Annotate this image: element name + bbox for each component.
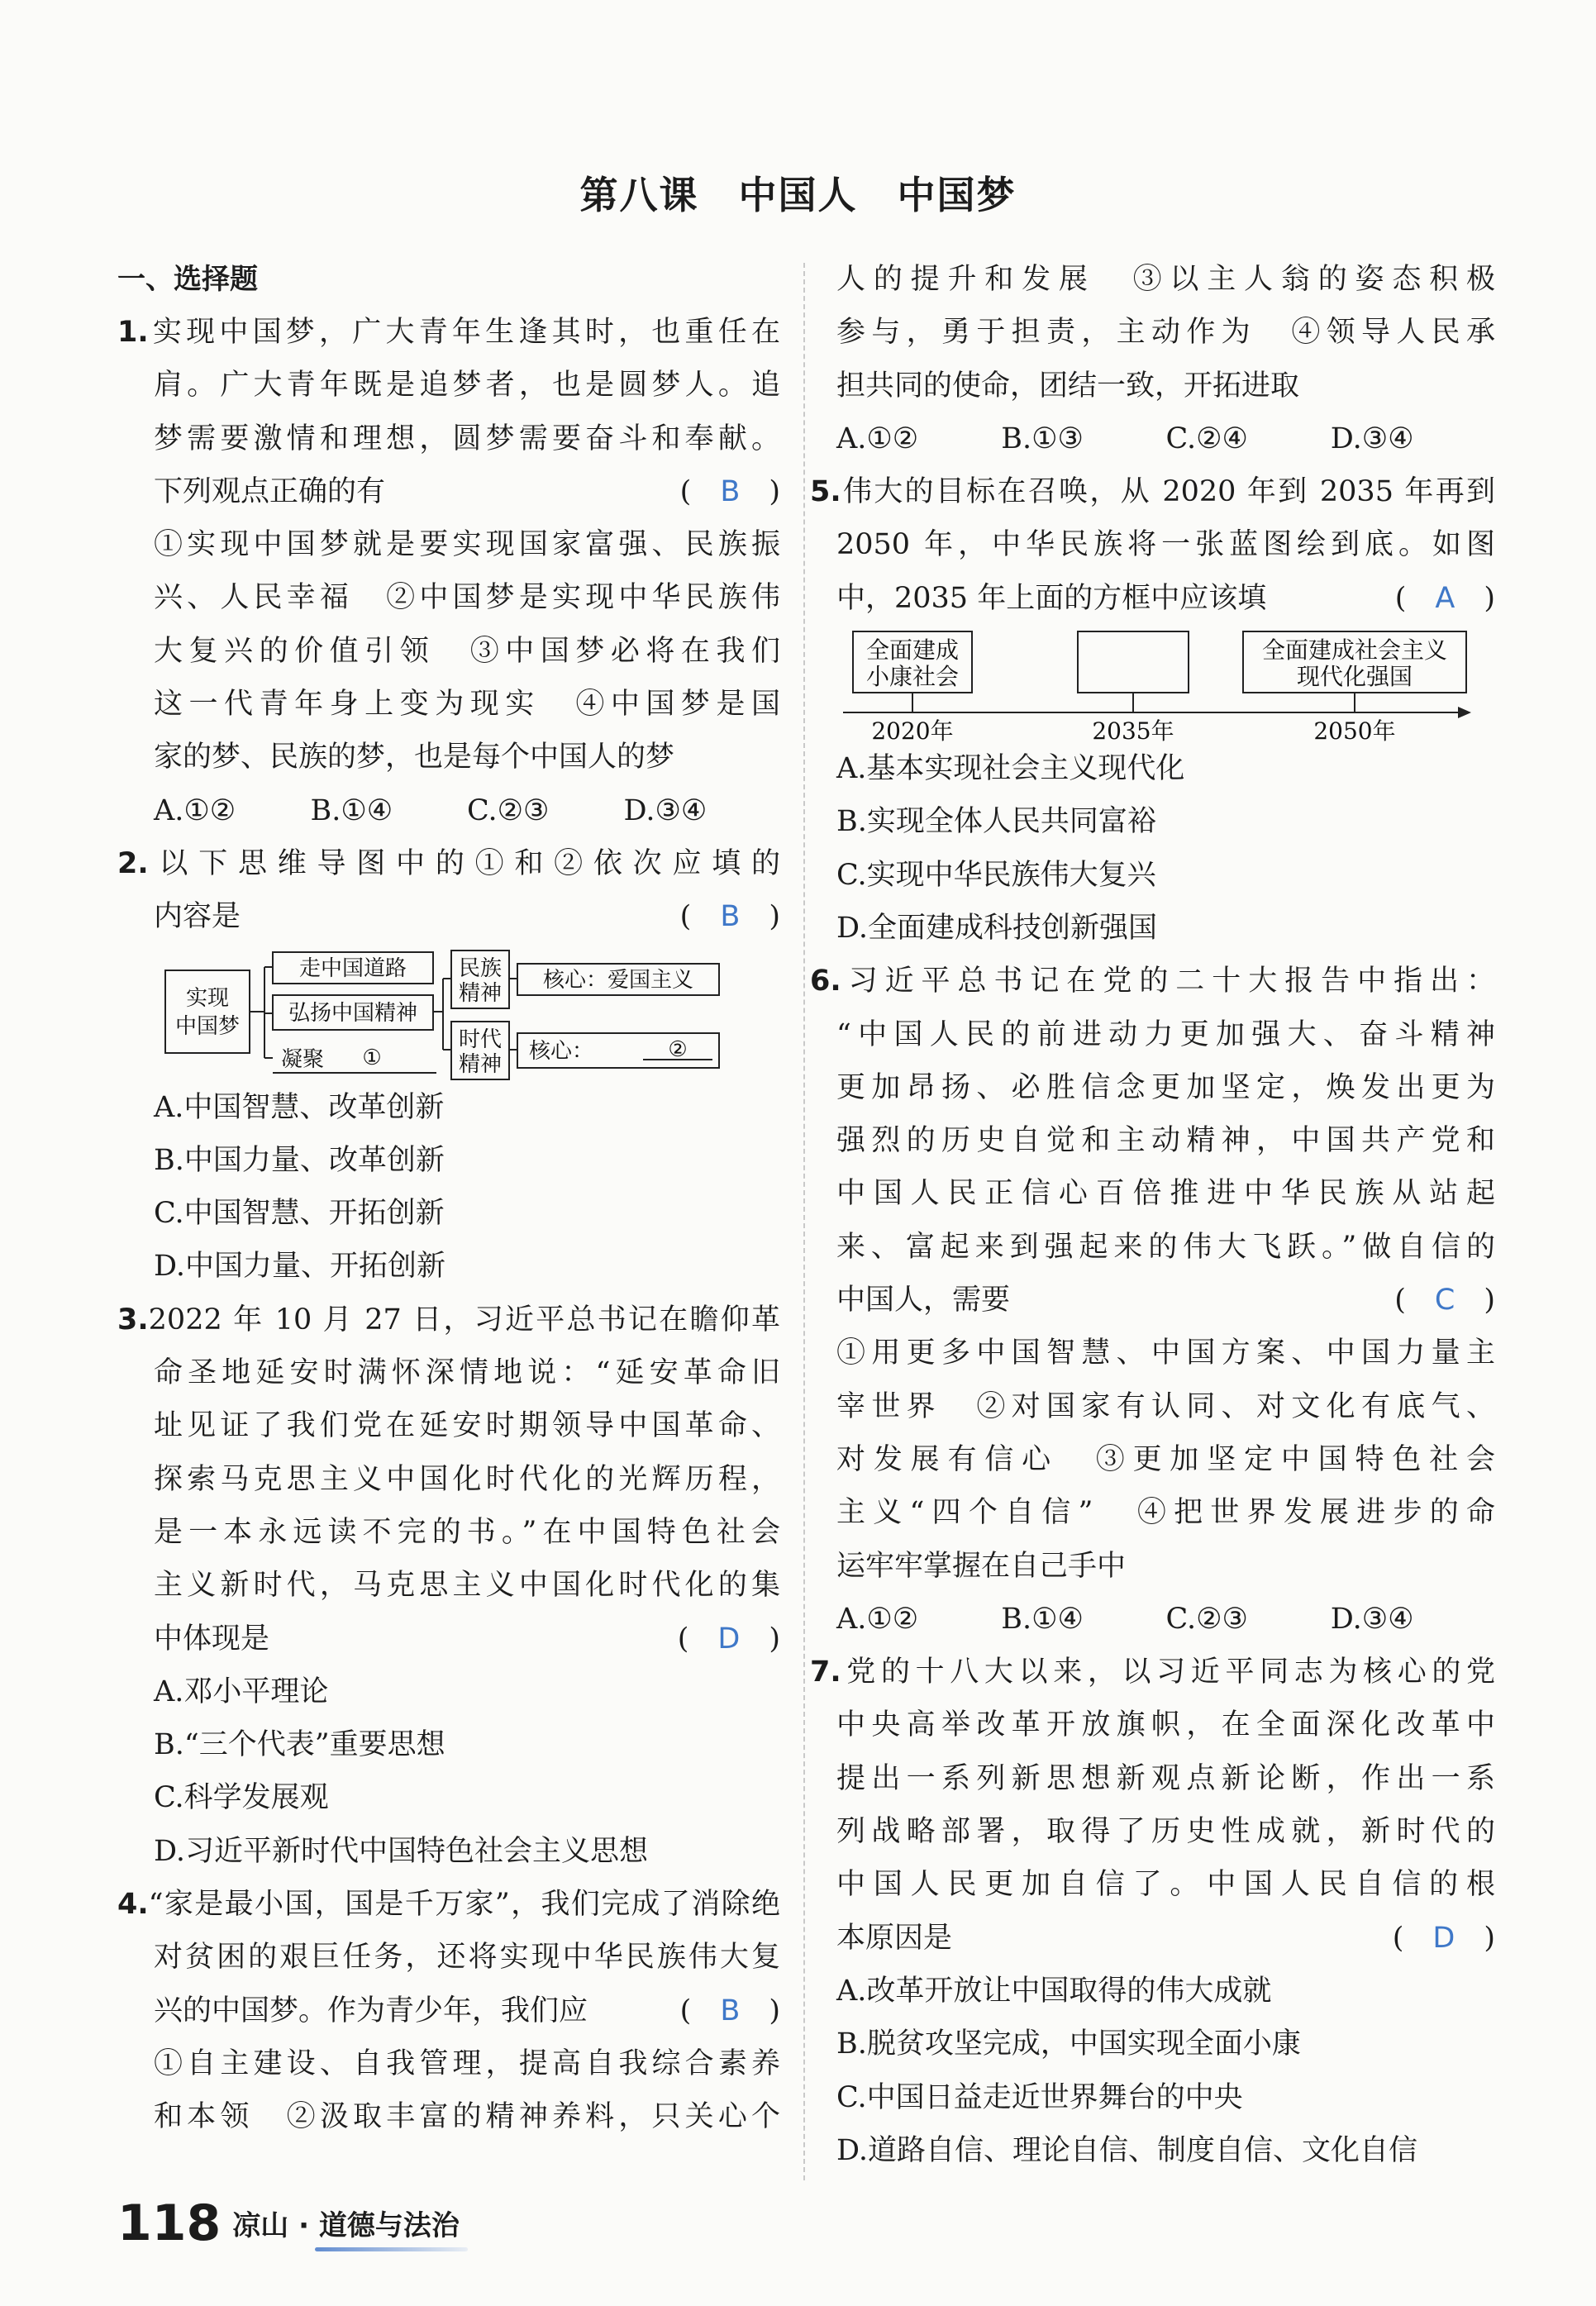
answer-letter: C — [1434, 1284, 1455, 1317]
answer-bracket: ( D ) — [677, 1622, 780, 1656]
item-text: 运牢牢掌握在自己手中 — [836, 1549, 1127, 1583]
answer-letter: B — [720, 1994, 741, 2027]
spirit-label-3: 时代 — [458, 1027, 503, 1052]
item-text: 参与，勇于担责，主动作为 ④领导人民承 — [836, 316, 1495, 350]
option-a: A.基本实现社会主义现代化 — [836, 752, 1185, 786]
option-c: C.实现中华民族伟大复兴 — [836, 858, 1156, 892]
question-number: 3. — [117, 1303, 149, 1336]
question-6 — [810, 955, 1495, 1646]
question-number: 2. — [117, 846, 149, 880]
box3-line1: 全面建成社会主义 — [1261, 636, 1448, 665]
item-text: 和本领 ②汲取丰富的精神养料，只关心个 — [154, 2100, 780, 2134]
answer-bracket: ( B ) — [679, 900, 780, 934]
mind-map-diagram — [164, 944, 780, 1081]
answer-letter: B — [720, 900, 741, 934]
question-text: 探索马克思主义中国化时代化的光辉历程， — [154, 1462, 780, 1496]
option-c: C.②③ — [467, 793, 550, 827]
footer-text — [232, 2203, 460, 2248]
options-row — [117, 784, 780, 837]
page-number: 118 — [117, 2194, 222, 2252]
item-text: 大复兴的价值引领 ③中国梦必将在我们 — [154, 634, 780, 668]
option-c: C.②④ — [1165, 422, 1248, 455]
item-text: 家的梦、民族的梦，也是每个中国人的梦 — [154, 741, 675, 774]
option-b: B.“三个代表”重要思想 — [154, 1728, 445, 1762]
option-a: A.①② — [836, 422, 919, 455]
options-row — [836, 412, 1495, 465]
item-text: ①实现中国梦就是要实现国家富强、民族振 — [154, 528, 780, 562]
item-text: 主义“四个自信” ④把世界发展进步的命 — [836, 1496, 1495, 1530]
year-2035: 2035年 — [1092, 717, 1174, 743]
item-text: ①自主建设、自我管理，提高自我综合素养 — [154, 2046, 780, 2080]
question-3 — [117, 1294, 780, 1878]
item-text: 对发展有信心 ③更加坚定中国特色社会 — [836, 1442, 1495, 1476]
spirit-label-2: 精神 — [458, 980, 503, 1006]
question-text: 是一本永远读不完的书。”在中国特色社会 — [154, 1515, 780, 1549]
item-text: 宰世界 ②对国家有认同、对文化有底气、 — [836, 1389, 1495, 1423]
answer-bracket: ( B ) — [679, 474, 780, 508]
option-d: D.中国力量、开拓创新 — [154, 1250, 445, 1284]
option-d: D.习近平新时代中国特色社会主义思想 — [154, 1834, 648, 1868]
option-b: B.①④ — [1001, 1602, 1084, 1636]
question-text: “家是最小国，国是千万家”，我们完成了消除绝 — [148, 1888, 780, 1922]
timeline-diagram — [843, 625, 1495, 742]
option-d: D.③④ — [1330, 1602, 1414, 1636]
question-text: 址见证了我们党在延安时期领导中国革命、 — [154, 1409, 780, 1443]
left-column — [117, 253, 780, 2144]
core-label-1: 核心：爱国主义 — [542, 967, 694, 993]
option-a: A.邓小平理论 — [154, 1675, 329, 1708]
footer-underline — [315, 2247, 468, 2251]
root-box — [165, 970, 250, 1053]
spirit-label-1: 民族 — [458, 955, 503, 981]
option-a: A.中国智慧、改革创新 — [154, 1090, 445, 1124]
answer-bracket: ( D ) — [1392, 1921, 1495, 1955]
year-2020: 2020年 — [871, 717, 954, 743]
question-text: 列战略部署，取得了历史性成就，新时代的 — [836, 1815, 1495, 1849]
item-text: 担共同的使命，团结一致，开拓进取 — [836, 369, 1300, 403]
question-text: 主义新时代，马克思主义中国化时代化的集 — [154, 1569, 780, 1603]
blank-1: ① — [362, 1045, 382, 1070]
answer-bracket: ( C ) — [1394, 1284, 1495, 1317]
question-number: 4. — [117, 1888, 149, 1922]
option-b: B.①③ — [1001, 422, 1084, 455]
branch-label-2: 弘扬中国精神 — [288, 1000, 418, 1026]
question-text: 实现中国梦，广大青年生逢其时，也重任在 — [148, 316, 780, 349]
answer-letter: D — [1432, 1921, 1455, 1955]
branch-label-3: 凝聚 — [281, 1046, 325, 1072]
answer-letter: D — [717, 1622, 741, 1656]
question-number: 6. — [810, 965, 841, 998]
timeline-svg — [843, 625, 1471, 742]
question-text: 习近平总书记在党的二十大报告中指出： — [841, 965, 1495, 998]
item-text: ①用更多中国智慧、中国方案、中国力量主 — [836, 1336, 1495, 1370]
question-4-continued — [836, 253, 1495, 465]
question-number: 1. — [117, 316, 149, 349]
question-text: 下列观点正确的有 — [154, 474, 386, 508]
question-text: 中国人，需要 — [836, 1284, 1011, 1317]
option-c: C.中国日益走近世界舞台的中央 — [836, 2080, 1243, 2114]
root-label-1: 实现 — [185, 985, 230, 1011]
question-text: 中国人民正信心百倍推进中华民族从站起 — [836, 1177, 1495, 1211]
box1-line2: 小康社会 — [865, 663, 960, 691]
question-text: 来、富起来到强起来的伟大飞跃。”做自信的 — [836, 1230, 1495, 1264]
question-7 — [810, 1646, 1495, 2177]
option-b: B.①④ — [310, 793, 393, 827]
question-text: 伟大的目标在召唤，从 2020 年到 2035 年再到 — [841, 475, 1495, 509]
option-c: C.科学发展观 — [154, 1781, 329, 1815]
answer-letter: A — [1435, 581, 1455, 615]
question-text: 以下思维导图中的①和②依次应填的 — [148, 846, 780, 880]
question-text: 中央高举改革开放旗帜，在全面深化改革中 — [836, 1708, 1495, 1742]
question-text: 本原因是 — [836, 1921, 953, 1955]
core-label-2: 核心： — [529, 1038, 594, 1064]
option-a: A.①② — [836, 1602, 919, 1636]
question-text: 提出一系列新思想新观点新论断，作出一系 — [836, 1761, 1495, 1795]
option-d: D.③④ — [623, 793, 707, 827]
question-text: 梦需要激情和理想，圆梦需要奋斗和奉献。 — [154, 422, 780, 455]
footer-label: 凉山 · 道德与法治 — [232, 2209, 460, 2242]
question-text: 党的十八大以来，以习近平同志为核心的党 — [841, 1656, 1495, 1689]
question-text: 肩。广大青年既是追梦者，也是圆梦人。追 — [154, 369, 780, 403]
blank-2: ② — [668, 1036, 688, 1062]
question-text: 中，2035 年上面的方框中应该填 — [836, 581, 1267, 615]
branch-label-1: 走中国道路 — [298, 955, 407, 981]
timeline-arrow — [1458, 707, 1471, 718]
option-a: A.①② — [154, 793, 236, 827]
item-text: 人的提升和发展 ③以主人翁的姿态积极 — [836, 263, 1495, 296]
column-divider — [803, 263, 805, 2180]
question-text: 对贫困的艰巨任务，还将实现中华民族伟大复 — [154, 1941, 780, 1975]
question-text: 兴的中国梦。作为青少年，我们应 — [154, 1994, 588, 2027]
question-text: 中国人民更加自信了。中国人民自信的根 — [836, 1868, 1495, 1902]
option-d: D.全面建成科技创新强国 — [836, 911, 1157, 945]
page-title: 第八课 中国人 中国梦 — [579, 173, 1017, 217]
question-text: 更加昂扬、必胜信念更加坚定，焕发出更为 — [836, 1070, 1495, 1104]
question-text: “中国人民的前进动力更加强大、奋斗精神 — [836, 1017, 1495, 1051]
option-b: B.中国力量、改革创新 — [154, 1143, 445, 1177]
option-c: C.中国智慧、开拓创新 — [154, 1197, 445, 1231]
option-b: B.实现全体人民共同富裕 — [836, 805, 1156, 839]
option-b: B.脱贫攻坚完成，中国实现全面小康 — [836, 2027, 1301, 2061]
root-label-2: 中国梦 — [174, 1013, 241, 1039]
year-2050: 2050年 — [1313, 717, 1396, 743]
option-d: D.道路自信、理论自信、制度自信、文化自信 — [836, 2133, 1417, 2167]
box1-line1: 全面建成 — [865, 636, 960, 665]
option-d: D.③④ — [1330, 422, 1414, 455]
question-1 — [117, 306, 780, 837]
question-number: 7. — [810, 1656, 841, 1689]
page-footer — [117, 2182, 460, 2252]
item-text: 这一代青年身上变为现实 ④中国梦是国 — [154, 688, 780, 722]
mind-map-svg — [164, 944, 775, 1081]
option-c: C.②③ — [1165, 1602, 1248, 1636]
question-text: 2050 年，中华民族将一张蓝图绘到底。如图 — [836, 528, 1495, 562]
answer-bracket: ( B ) — [679, 1994, 780, 2027]
right-column — [810, 253, 1495, 2177]
question-text: 强烈的历史自觉和主动精神，中国共产党和 — [836, 1124, 1495, 1158]
question-text: 内容是 — [154, 900, 241, 934]
question-4 — [117, 1878, 780, 2143]
box3-line2: 现代化强国 — [1296, 663, 1413, 691]
question-text: 命圣地延安时满怀深情地说：“延安革命旧 — [154, 1356, 780, 1390]
item-text: 兴、人民幸福 ②中国梦是实现中华民族伟 — [154, 581, 780, 615]
section-title: 一、选择题 — [117, 263, 258, 296]
timeline-box-2035-blank — [1078, 631, 1189, 693]
question-5 — [810, 465, 1495, 955]
question-text: 中体现是 — [154, 1622, 270, 1656]
question-text: 2022 年 10 月 27 日，习近平总书记在瞻仰革 — [148, 1303, 780, 1336]
answer-letter: B — [720, 474, 741, 508]
answer-bracket: ( A ) — [1394, 581, 1495, 615]
option-a: A.改革开放让中国取得的伟大成就 — [836, 1974, 1272, 2008]
question-2 — [117, 837, 780, 1294]
options-row — [810, 1593, 1495, 1646]
spirit-label-4: 精神 — [458, 1051, 503, 1077]
question-number: 5. — [810, 475, 841, 509]
